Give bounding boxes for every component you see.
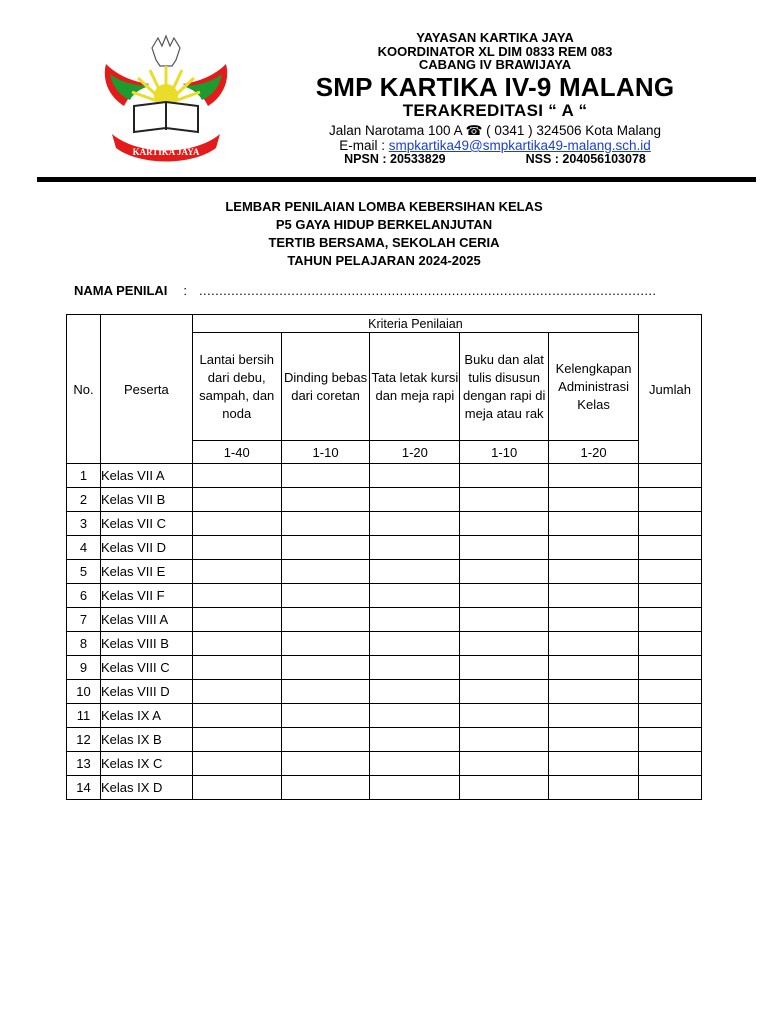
- total-cell[interactable]: [639, 656, 702, 680]
- score-cell[interactable]: [281, 608, 370, 632]
- score-cell[interactable]: [192, 608, 281, 632]
- school-ids: [290, 152, 700, 166]
- score-cell[interactable]: [281, 464, 370, 488]
- table-row: [67, 728, 702, 752]
- table-row: [67, 656, 702, 680]
- score-cell[interactable]: [460, 536, 549, 560]
- criterion-desk-layout: Tata letak kursi dan meja rapi: [370, 333, 460, 441]
- criterion-books: Buku dan alat tulis disusun dengan rapi di meja atau rak: [460, 333, 549, 441]
- total-cell[interactable]: [639, 776, 702, 800]
- score-cell[interactable]: [192, 632, 281, 656]
- row-number: 14: [67, 776, 101, 800]
- score-cell[interactable]: [370, 752, 460, 776]
- total-cell[interactable]: [639, 512, 702, 536]
- assessor-name-field: [74, 283, 656, 298]
- foundation-name: YAYASAN KARTIKA JAYA: [416, 30, 574, 45]
- score-cell[interactable]: [281, 728, 370, 752]
- score-cell[interactable]: [370, 680, 460, 704]
- score-cell[interactable]: [192, 680, 281, 704]
- score-cell[interactable]: [549, 752, 639, 776]
- row-participant: Kelas VIII D: [100, 680, 192, 704]
- score-cell[interactable]: [460, 512, 549, 536]
- total-cell[interactable]: [639, 752, 702, 776]
- row-number: 10: [67, 680, 101, 704]
- total-cell[interactable]: [639, 488, 702, 512]
- row-number: 6: [67, 584, 101, 608]
- row-number: 12: [67, 728, 101, 752]
- score-cell[interactable]: [460, 560, 549, 584]
- row-participant: Kelas IX D: [100, 776, 192, 800]
- table-row: [67, 776, 702, 800]
- title-line-1: LEMBAR PENILAIAN LOMBA KEBERSIHAN KELAS: [225, 199, 543, 214]
- table-row: [67, 704, 702, 728]
- score-cell[interactable]: [460, 776, 549, 800]
- kriteria-header: Kriteria Penilaian: [192, 315, 638, 333]
- score-cell[interactable]: [192, 560, 281, 584]
- range-books: 1-10: [460, 441, 549, 464]
- score-cell[interactable]: [549, 776, 639, 800]
- title-line-4: TAHUN PELAJARAN 2024-2025: [287, 253, 481, 268]
- score-cell[interactable]: [281, 656, 370, 680]
- total-cell[interactable]: [639, 608, 702, 632]
- row-participant: Kelas IX C: [100, 752, 192, 776]
- score-cell[interactable]: [460, 656, 549, 680]
- row-number: 11: [67, 704, 101, 728]
- score-cell[interactable]: [460, 728, 549, 752]
- branch-line: CABANG IV BRAWIJAYA: [418, 57, 572, 72]
- score-cell[interactable]: [281, 512, 370, 536]
- score-cell[interactable]: [281, 560, 370, 584]
- assessor-fill-line[interactable]: ..................................................................................................................: [199, 283, 657, 298]
- email-label: E-mail :: [339, 138, 389, 153]
- score-cell[interactable]: [549, 464, 639, 488]
- row-participant: Kelas VII D: [100, 536, 192, 560]
- score-cell[interactable]: [549, 608, 639, 632]
- score-cell[interactable]: [281, 632, 370, 656]
- table-row: [67, 752, 702, 776]
- email-link[interactable]: smpkartika49@smpkartika49-malang.sch.id: [388, 138, 651, 153]
- range-desk-layout: 1-20: [370, 441, 460, 464]
- score-cell[interactable]: [281, 488, 370, 512]
- row-participant: Kelas VII F: [100, 584, 192, 608]
- peserta-header: Peserta: [100, 315, 192, 464]
- school-name: SMP KARTIKA IV-9 MALANG: [315, 72, 675, 102]
- range-admin: 1-20: [549, 441, 639, 464]
- table-row: [67, 608, 702, 632]
- score-cell[interactable]: [549, 512, 639, 536]
- header-divider: [37, 177, 756, 182]
- school-address: Jalan Narotama 100 A ☎ ( 0341 ) 324506 Kota Malang: [328, 123, 662, 138]
- score-cell[interactable]: [460, 680, 549, 704]
- document-title: [60, 198, 708, 270]
- row-participant: Kelas VIII A: [100, 608, 192, 632]
- score-cell[interactable]: [549, 560, 639, 584]
- accreditation: TERAKREDITASI “ A “: [402, 101, 588, 120]
- row-number: 13: [67, 752, 101, 776]
- total-cell[interactable]: [639, 584, 702, 608]
- score-cell[interactable]: [549, 656, 639, 680]
- total-cell[interactable]: [639, 464, 702, 488]
- score-cell[interactable]: [370, 728, 460, 752]
- table-row: [67, 464, 702, 488]
- score-cell[interactable]: [549, 632, 639, 656]
- criterion-floor: Lantai bersih dari debu, sampah, dan noda: [192, 333, 281, 441]
- row-participant: Kelas VII A: [100, 464, 192, 488]
- total-cell[interactable]: [639, 536, 702, 560]
- logo-banner-text: KARTIKA JAYA: [132, 147, 200, 157]
- score-cell[interactable]: [460, 488, 549, 512]
- table-row: [67, 512, 702, 536]
- row-participant: Kelas VII E: [100, 560, 192, 584]
- score-cell[interactable]: [460, 704, 549, 728]
- range-wall: 1-10: [281, 441, 370, 464]
- row-participant: Kelas IX A: [100, 704, 192, 728]
- assessor-label: NAMA PENILAI: [74, 283, 168, 298]
- total-cell[interactable]: [639, 704, 702, 728]
- range-floor: 1-40: [192, 441, 281, 464]
- assessment-table: [66, 314, 702, 800]
- score-cell[interactable]: [192, 704, 281, 728]
- criterion-admin: Kelengkapan Administrasi Kelas: [549, 333, 639, 441]
- total-cell[interactable]: [639, 680, 702, 704]
- row-participant: Kelas VIII B: [100, 632, 192, 656]
- npsn: NPSN : 20533829: [344, 152, 446, 166]
- score-cell[interactable]: [281, 536, 370, 560]
- row-number: 4: [67, 536, 101, 560]
- score-cell[interactable]: [370, 512, 460, 536]
- score-cell[interactable]: [192, 656, 281, 680]
- title-line-2: P5 GAYA HIDUP BERKELANJUTAN: [275, 217, 493, 232]
- score-cell[interactable]: [192, 584, 281, 608]
- score-cell[interactable]: [549, 728, 639, 752]
- table-row: [67, 560, 702, 584]
- score-cell[interactable]: [370, 704, 460, 728]
- score-cell[interactable]: [192, 488, 281, 512]
- score-cell[interactable]: [192, 728, 281, 752]
- score-cell[interactable]: [370, 656, 460, 680]
- score-cell[interactable]: [460, 752, 549, 776]
- email-line: [290, 138, 700, 153]
- row-number: 9: [67, 656, 101, 680]
- score-cell[interactable]: [370, 464, 460, 488]
- score-cell[interactable]: [549, 680, 639, 704]
- score-cell[interactable]: [281, 680, 370, 704]
- table-row: [67, 632, 702, 656]
- score-cell[interactable]: [370, 560, 460, 584]
- total-cell[interactable]: [639, 560, 702, 584]
- score-cell[interactable]: [281, 752, 370, 776]
- row-number: 7: [67, 608, 101, 632]
- jumlah-header: Jumlah: [639, 315, 702, 464]
- score-cell[interactable]: [281, 776, 370, 800]
- score-cell[interactable]: [549, 584, 639, 608]
- coordinator-line: KOORDINATOR XL DIM 0833 REM 083: [377, 44, 613, 59]
- score-cell[interactable]: [370, 488, 460, 512]
- no-header: No.: [67, 315, 101, 464]
- row-number: 8: [67, 632, 101, 656]
- row-number: 1: [67, 464, 101, 488]
- score-cell[interactable]: [192, 536, 281, 560]
- score-cell[interactable]: [192, 512, 281, 536]
- score-cell[interactable]: [281, 584, 370, 608]
- score-cell[interactable]: [192, 776, 281, 800]
- table-row: [67, 488, 702, 512]
- score-cell[interactable]: [192, 752, 281, 776]
- assessor-colon: :: [183, 283, 188, 298]
- score-cell[interactable]: [370, 536, 460, 560]
- score-cell[interactable]: [370, 584, 460, 608]
- score-cell[interactable]: [192, 464, 281, 488]
- school-logo: [98, 34, 234, 164]
- score-cell[interactable]: [460, 608, 549, 632]
- score-cell[interactable]: [370, 632, 460, 656]
- score-cell[interactable]: [370, 776, 460, 800]
- score-cell[interactable]: [460, 464, 549, 488]
- row-number: 5: [67, 560, 101, 584]
- table-row: [67, 536, 702, 560]
- table-row: [67, 584, 702, 608]
- row-number: 2: [67, 488, 101, 512]
- row-participant: Kelas VII C: [100, 512, 192, 536]
- title-line-3: TERTIB BERSAMA, SEKOLAH CERIA: [268, 235, 500, 250]
- score-cell[interactable]: [549, 704, 639, 728]
- total-cell[interactable]: [639, 728, 702, 752]
- score-cell[interactable]: [549, 488, 639, 512]
- row-participant: Kelas IX B: [100, 728, 192, 752]
- table-row: [67, 680, 702, 704]
- score-cell[interactable]: [460, 584, 549, 608]
- total-cell[interactable]: [639, 632, 702, 656]
- row-participant: Kelas VIII C: [100, 656, 192, 680]
- row-participant: Kelas VII B: [100, 488, 192, 512]
- score-cell[interactable]: [281, 704, 370, 728]
- score-cell[interactable]: [549, 536, 639, 560]
- score-cell[interactable]: [370, 608, 460, 632]
- nss: NSS : 204056103078: [525, 152, 646, 166]
- criterion-wall: Dinding bebas dari coretan: [281, 333, 370, 441]
- row-number: 3: [67, 512, 101, 536]
- score-cell[interactable]: [460, 632, 549, 656]
